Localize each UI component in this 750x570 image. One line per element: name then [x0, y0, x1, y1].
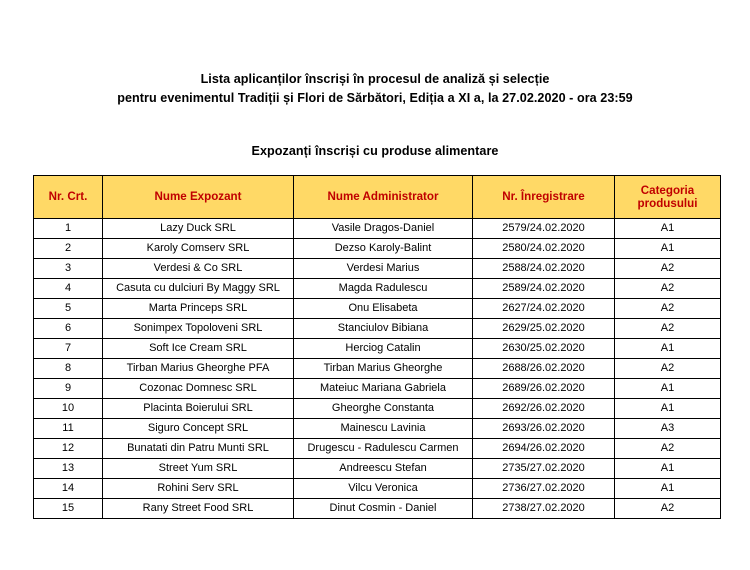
cell-nume-expozant: Lazy Duck SRL — [103, 219, 294, 239]
column-header-nr-inregistrare: Nr. Înregistrare — [473, 176, 615, 219]
column-header-categoria-produsului: Categoria produsului — [615, 176, 721, 219]
cell-nr-inregistrare: 2688/26.02.2020 — [473, 359, 615, 379]
cell-nr-crt: 1 — [34, 219, 103, 239]
section-subtitle: Expozanți înscriși cu produse alimentare — [251, 144, 499, 158]
cell-nr-inregistrare: 2629/25.02.2020 — [473, 319, 615, 339]
cell-nr-crt: 5 — [34, 299, 103, 319]
cell-nr-inregistrare: 2692/26.02.2020 — [473, 399, 615, 419]
cell-nr-crt: 8 — [34, 359, 103, 379]
table-row — [34, 279, 721, 299]
table-row — [34, 419, 721, 439]
document-title — [33, 70, 717, 108]
cell-nume-administrator: Dezso Karoly-Balint — [294, 239, 473, 259]
cell-nr-inregistrare: 2630/25.02.2020 — [473, 339, 615, 359]
table-header — [34, 176, 721, 219]
column-header-nume-expozant: Nume Expozant — [103, 176, 294, 219]
table-row — [34, 459, 721, 479]
cell-nume-expozant: Rohini Serv SRL — [103, 479, 294, 499]
cell-nr-inregistrare: 2627/24.02.2020 — [473, 299, 615, 319]
title-line-2: pentru evenimentul Tradiții și Flori de Sărbători, Ediția a XI a, la 27.02.2020 - ora 23:59 — [117, 91, 633, 105]
cell-nr-crt: 11 — [34, 419, 103, 439]
cell-nume-expozant: Sonimpex Topoloveni SRL — [103, 319, 294, 339]
table-row — [34, 219, 721, 239]
cell-categoria: A1 — [615, 399, 721, 419]
cell-nume-expozant: Bunatati din Patru Munti SRL — [103, 439, 294, 459]
table-row — [34, 479, 721, 499]
cell-nume-expozant: Karoly Comserv SRL — [103, 239, 294, 259]
cell-nume-administrator: Stanciulov Bibiana — [294, 319, 473, 339]
cell-nr-crt: 4 — [34, 279, 103, 299]
table-row — [34, 299, 721, 319]
column-header-nr-crt: Nr. Crt. — [34, 176, 103, 219]
cell-categoria: A2 — [615, 259, 721, 279]
exhibitors-table — [33, 175, 721, 519]
cell-categoria: A1 — [615, 219, 721, 239]
cell-nr-inregistrare: 2580/24.02.2020 — [473, 239, 615, 259]
cell-nume-expozant: Soft Ice Cream SRL — [103, 339, 294, 359]
cell-nume-administrator: Magda Radulescu — [294, 279, 473, 299]
cell-nr-crt: 9 — [34, 379, 103, 399]
title-line-1: Lista aplicanților înscriși în procesul de analiză și selecție — [200, 72, 550, 86]
table-row — [34, 239, 721, 259]
cell-nr-crt: 3 — [34, 259, 103, 279]
table-row — [34, 359, 721, 379]
table-row — [34, 339, 721, 359]
cell-nr-crt: 12 — [34, 439, 103, 459]
cell-categoria: A2 — [615, 359, 721, 379]
cell-nume-administrator: Herciog Catalin — [294, 339, 473, 359]
cell-categoria: A1 — [615, 479, 721, 499]
cell-nr-crt: 10 — [34, 399, 103, 419]
cell-categoria: A2 — [615, 279, 721, 299]
cell-nr-crt: 15 — [34, 499, 103, 519]
table-row — [34, 259, 721, 279]
cell-nr-crt: 13 — [34, 459, 103, 479]
table-row — [34, 319, 721, 339]
cell-nr-inregistrare: 2689/26.02.2020 — [473, 379, 615, 399]
cell-nume-administrator: Verdesi Marius — [294, 259, 473, 279]
cell-nume-expozant: Cozonac Domnesc SRL — [103, 379, 294, 399]
cell-nume-expozant: Rany Street Food SRL — [103, 499, 294, 519]
cell-nr-inregistrare: 2588/24.02.2020 — [473, 259, 615, 279]
table-header-row — [34, 176, 721, 219]
cell-nr-inregistrare: 2736/27.02.2020 — [473, 479, 615, 499]
cell-nr-inregistrare: 2694/26.02.2020 — [473, 439, 615, 459]
cell-nume-administrator: Onu Elisabeta — [294, 299, 473, 319]
table-row — [34, 399, 721, 419]
column-header-nume-administrator: Nume Administrator — [294, 176, 473, 219]
cell-categoria: A1 — [615, 239, 721, 259]
cell-nr-inregistrare: 2579/24.02.2020 — [473, 219, 615, 239]
cell-nr-inregistrare: 2589/24.02.2020 — [473, 279, 615, 299]
cell-categoria: A1 — [615, 459, 721, 479]
cell-nume-administrator: Gheorghe Constanta — [294, 399, 473, 419]
cell-nume-administrator: Vasile Dragos-Daniel — [294, 219, 473, 239]
cell-categoria: A3 — [615, 419, 721, 439]
cell-nr-crt: 7 — [34, 339, 103, 359]
table-row — [34, 499, 721, 519]
cell-categoria: A2 — [615, 319, 721, 339]
cell-nume-administrator: Dinut Cosmin - Daniel — [294, 499, 473, 519]
cell-nume-expozant: Tirban Marius Gheorghe PFA — [103, 359, 294, 379]
cell-categoria: A2 — [615, 439, 721, 459]
cell-nume-administrator: Andreescu Stefan — [294, 459, 473, 479]
cell-nume-administrator: Mateiuc Mariana Gabriela — [294, 379, 473, 399]
cell-nr-inregistrare: 2738/27.02.2020 — [473, 499, 615, 519]
cell-nume-expozant: Marta Princeps SRL — [103, 299, 294, 319]
cell-nume-administrator: Mainescu Lavinia — [294, 419, 473, 439]
cell-nume-expozant: Siguro Concept SRL — [103, 419, 294, 439]
cell-categoria: A2 — [615, 499, 721, 519]
cell-nr-inregistrare: 2735/27.02.2020 — [473, 459, 615, 479]
cell-nr-crt: 2 — [34, 239, 103, 259]
cell-nr-crt: 6 — [34, 319, 103, 339]
cell-nr-crt: 14 — [34, 479, 103, 499]
cell-nume-administrator: Drugescu - Radulescu Carmen — [294, 439, 473, 459]
cell-nume-administrator: Vilcu Veronica — [294, 479, 473, 499]
cell-nr-inregistrare: 2693/26.02.2020 — [473, 419, 615, 439]
cell-categoria: A1 — [615, 379, 721, 399]
cell-nume-expozant: Verdesi & Co SRL — [103, 259, 294, 279]
cell-nume-administrator: Tirban Marius Gheorghe — [294, 359, 473, 379]
cell-nume-expozant: Casuta cu dulciuri By Maggy SRL — [103, 279, 294, 299]
document-page — [0, 70, 750, 570]
cell-nume-expozant: Placinta Boierului SRL — [103, 399, 294, 419]
table-row — [34, 439, 721, 459]
table-row — [34, 379, 721, 399]
cell-categoria: A1 — [615, 339, 721, 359]
cell-categoria: A2 — [615, 299, 721, 319]
cell-nume-expozant: Street Yum SRL — [103, 459, 294, 479]
table-body — [34, 219, 721, 519]
